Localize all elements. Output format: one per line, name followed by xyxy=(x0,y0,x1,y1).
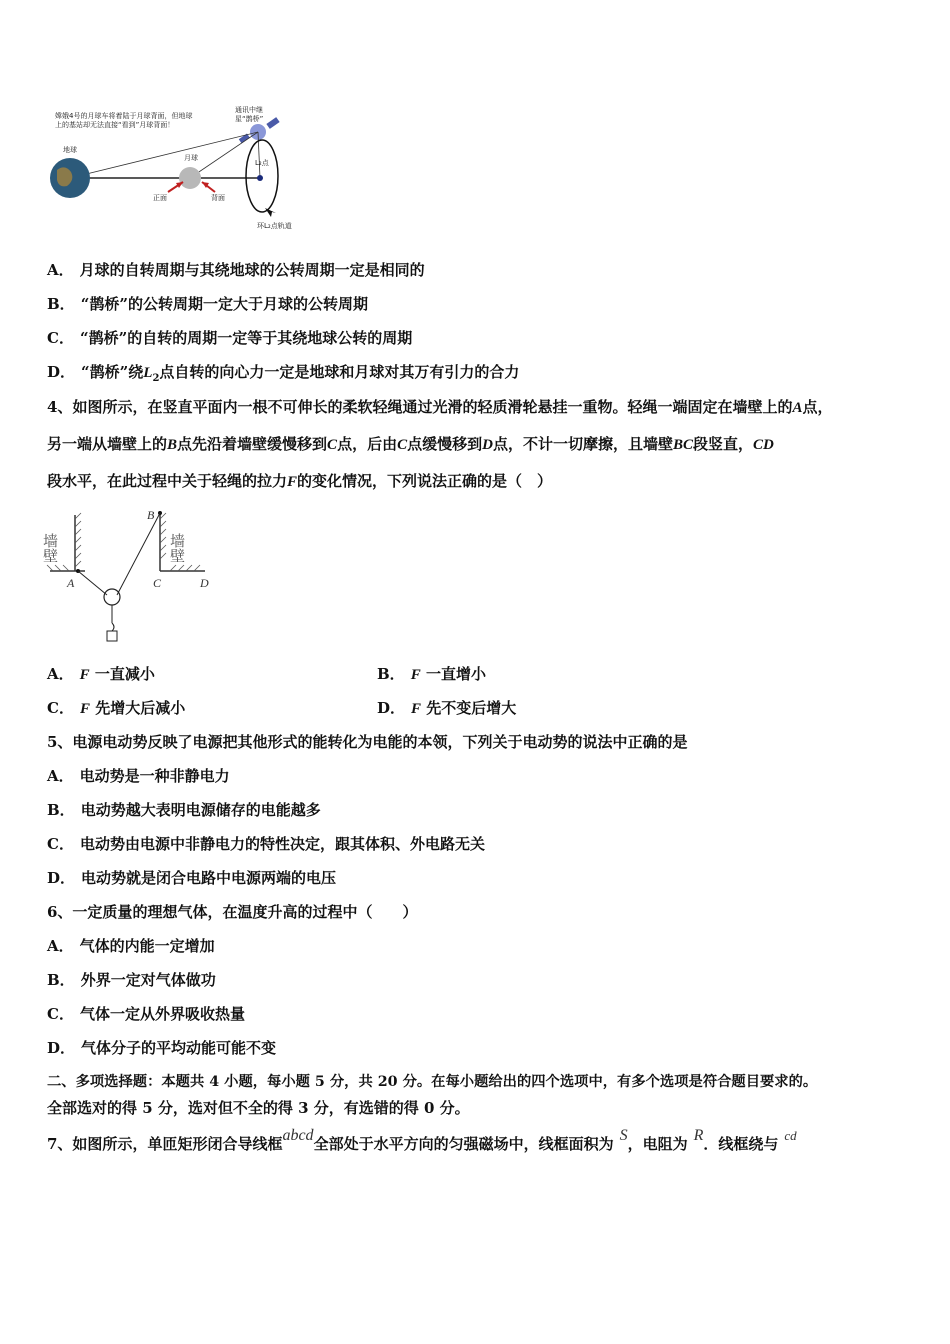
moon-icon xyxy=(179,167,201,189)
q5-option-d: D． 电动势就是闭合电路中电源两端的电压 xyxy=(47,869,337,887)
svg-text:正面: 正面 xyxy=(153,194,167,202)
section2-heading-line-2: 全部选对的得 5 分，选对但不全的得 3 分，有选错的得 0 分。 xyxy=(47,1099,470,1117)
q5-option-b: B． 电动势越大表明电源储存的电能越多 xyxy=(47,801,321,819)
q6-option-d: D． 气体分子的平均动能可能不变 xyxy=(47,1039,277,1057)
weight-icon xyxy=(107,631,117,641)
svg-text:B: B xyxy=(147,508,155,522)
q5-stem: 5、电源电动势反映了电源把其他形式的能转化为电能的本领，下列关于电动势的说法中正确的是 xyxy=(47,733,688,751)
svg-text:墙壁: 墙壁 xyxy=(168,533,186,563)
q6-option-c: C． 气体一定从外界吸收热量 xyxy=(47,1005,245,1023)
q6-option-a: A． 气体的内能一定增加 xyxy=(47,937,215,955)
svg-text:墙壁: 墙壁 xyxy=(41,533,59,563)
q5-option-c: C． 电动势由电源中非静电力的特性决定，跟其体积、外电路无关 xyxy=(47,835,485,853)
q5-option-a: A． 电动势是一种非静电力 xyxy=(47,767,230,785)
svg-text:A: A xyxy=(67,576,75,590)
q3-option-a: A． 月球的自转周期与其绕地球的公转周期一定是相同的 xyxy=(47,261,425,279)
svg-text:D: D xyxy=(200,576,209,590)
q3-option-d: D． “鹊桥”绕$L_2$点自转的向心力一定是地球和月球对其万有引力的合力 xyxy=(47,363,520,384)
q4-stem-line-3: 段水平，在此过程中关于轻绳的拉力F的变化情况，下列说法正确的是（ ） xyxy=(47,472,553,490)
svg-text:星“鹊桥”: 星“鹊桥” xyxy=(235,115,264,123)
q7-stem: 7、如图所示，单匝矩形闭合导线框abcd全部处于水平方向的匀强磁场中，线框面积为 S，电阻为 R．线框绕与 cd xyxy=(47,1127,797,1153)
svg-text:通讯中继: 通讯中继 xyxy=(235,106,263,114)
q4-option-c: C． F 先增大后减小 xyxy=(47,699,186,717)
q4-stem-line-1: 4、如图所示，在竖直平面内一根不可伸长的柔软轻绳通过光滑的轻质滑轮悬挂一重物。轻绳一端固定在墙壁上的A点， xyxy=(47,398,833,416)
q4-option-a: A． F 一直减小 xyxy=(47,665,155,683)
svg-text:背面: 背面 xyxy=(211,194,225,202)
figure1-caption-2: 上的基站却无法直接“看到”月球背面！ xyxy=(55,121,175,129)
q6-stem: 6、一定质量的理想气体，在温度升高的过程中（ ） xyxy=(47,903,418,921)
q4-option-b: B． F 一直增小 xyxy=(377,665,486,683)
pulley-wall-figure xyxy=(41,505,225,650)
q4-stem-line-2: 另一端从墙壁上的B点先沿着墙壁缓慢移到C点，后由C点缓慢移到D点，不计一切摩擦，且墙壁BC段竖直，CD xyxy=(47,435,774,453)
earth-moon-l2-figure xyxy=(45,100,315,235)
q4-option-d: D． F 先不变后增大 xyxy=(377,699,517,717)
svg-text:环L₂点轨道: 环L₂点轨道 xyxy=(257,222,292,230)
q3-option-b: B． “鹊桥”的公转周期一定大于月球的公转周期 xyxy=(47,295,368,313)
figure1-caption-1: 嫦娥4号的月球车将着陆于月球背面，但地球 xyxy=(55,112,193,120)
svg-text:月球: 月球 xyxy=(184,154,198,162)
q6-option-b: B． 外界一定对气体做功 xyxy=(47,971,216,989)
section2-heading-line-1: 二、多项选择题：本题共 4 小题，每小题 5 分，共 20 分。在每小题给出的四个选项中，有多个选项是符合题目要求的。 xyxy=(47,1074,818,1090)
q3-option-c: C． “鹊桥”的自转的周期一定等于其绕地球公转的周期 xyxy=(47,329,413,347)
svg-text:地球: 地球 xyxy=(63,146,77,154)
pulley-icon xyxy=(104,589,120,605)
svg-text:L₂点: L₂点 xyxy=(255,159,269,167)
svg-text:C: C xyxy=(153,576,162,590)
